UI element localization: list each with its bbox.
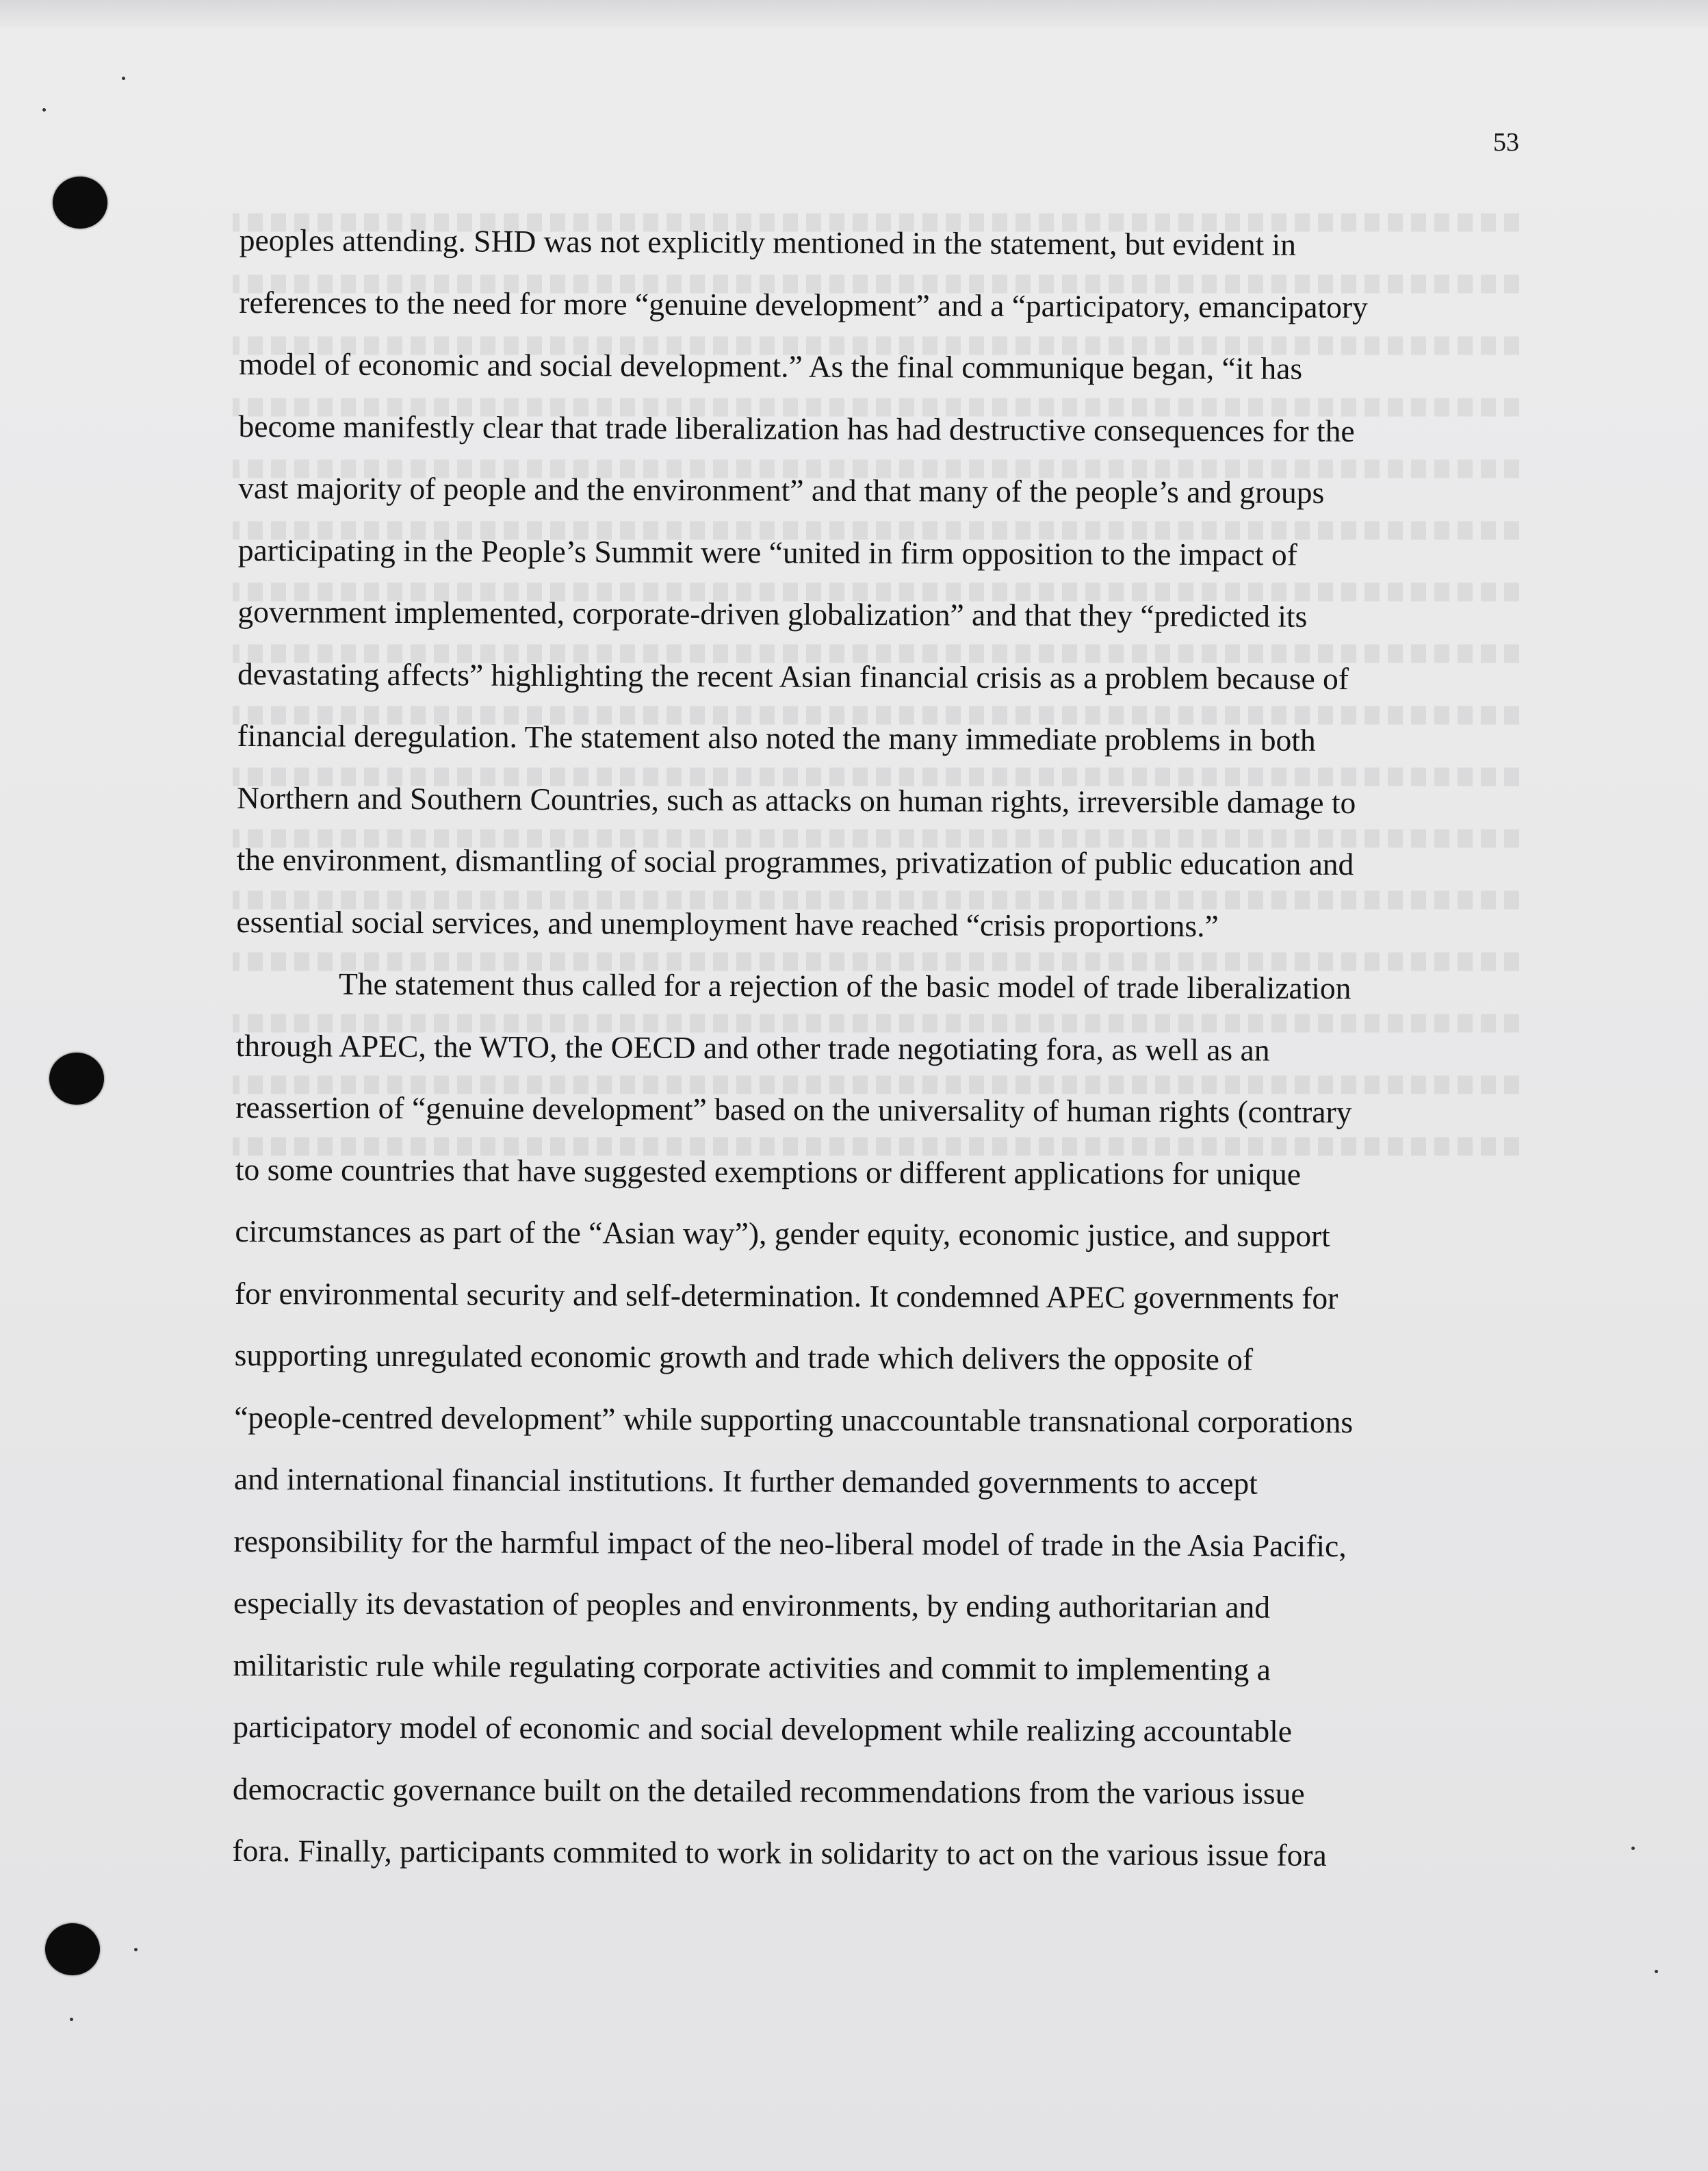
text-line: and international financial institutions. It further demanded governments to accept	[233, 1461, 1258, 1501]
text-line: circumstances as part of the “Asian way”), gender equity, economic justice, and support	[235, 1213, 1330, 1253]
text-line: responsibility for the harmful impact of the neo-liberal model of trade in the Asia Pacific,	[233, 1523, 1347, 1563]
scan-speck	[122, 77, 125, 80]
text-line: to some countries that have suggested exemptions or different applications for unique	[235, 1151, 1302, 1192]
paragraph-1	[236, 209, 1512, 958]
scan-speck	[1655, 1970, 1658, 1973]
scan-speck	[70, 2018, 73, 2021]
text-line: through APEC, the WTO, the OECD and other trade negotiating fora, as well as an	[235, 1027, 1270, 1068]
text-line: references to the need for more “genuine development” and a “participatory, emancipatory	[239, 284, 1368, 324]
paragraph-2	[232, 953, 1509, 1888]
text-line: the environment, dismantling of social programmes, privatization of public education and	[236, 841, 1354, 882]
text-line: peoples attending. SHD was not explicitly mentioned in the statement, but evident in	[239, 222, 1297, 262]
scan-speck	[134, 1948, 138, 1951]
text-line: essential social services, and unemployment have reached “crisis proportions.”	[236, 903, 1219, 943]
text-line: reassertion of “genuine development” based on the universality of human rights (contrary	[235, 1089, 1352, 1130]
text-line: participating in the People’s Summit were “united in firm opposition to the impact of	[237, 532, 1297, 572]
text-line: government implemented, corporate-driven globalization” and that they “predicted its	[237, 593, 1308, 634]
punch-hole-bottom	[45, 1923, 100, 1975]
text-line: for environmental security and self-determination. It condemned APEC governments for	[234, 1275, 1338, 1315]
text-line: vast majority of people and the environment” and that many of the people’s and groups	[238, 470, 1325, 510]
text-line: democractic governance built on the detailed recommendations from the various issue	[232, 1771, 1305, 1811]
text-line: “people-centred development” while supporting unaccountable transnational corporations	[234, 1399, 1354, 1439]
scan-top-edge	[0, 0, 1708, 27]
text-line: supporting unregulated economic growth and trade which delivers the opposite of	[234, 1337, 1254, 1377]
punch-hole-middle	[49, 1053, 104, 1105]
scan-speck	[1631, 1847, 1635, 1850]
scan-speck	[42, 108, 46, 112]
text-line: devastating affects” highlighting the recent Asian financial crisis as a problem because of	[237, 656, 1349, 696]
text-line: become manifestly clear that trade liberalization has had destructive consequences for the	[238, 408, 1355, 448]
punch-hole-top	[53, 177, 107, 229]
text-line: militaristic rule while regulating corporate activities and commit to implementing a	[233, 1647, 1271, 1687]
text-line: The statement thus called for a rejection of the basic model of trade liberalization	[338, 966, 1351, 1006]
text-line: model of economic and social development.” As the final communique began, “it has	[238, 346, 1303, 386]
body-text	[232, 209, 1512, 1888]
text-line: Northern and Southern Countries, such as attacks on human rights, irreversible damage to	[237, 780, 1356, 820]
text-line: fora. Finally, participants commited to work in solidarity to act on the various issue fora	[232, 1832, 1327, 1873]
text-line: especially its devastation of peoples and environments, by ending authoritarian and	[233, 1584, 1271, 1625]
page-number: 53	[1493, 128, 1519, 157]
text-line: participatory model of economic and social development while realizing accountable	[233, 1708, 1293, 1749]
text-line: financial deregulation. The statement also noted the many immediate problems in both	[237, 717, 1316, 758]
